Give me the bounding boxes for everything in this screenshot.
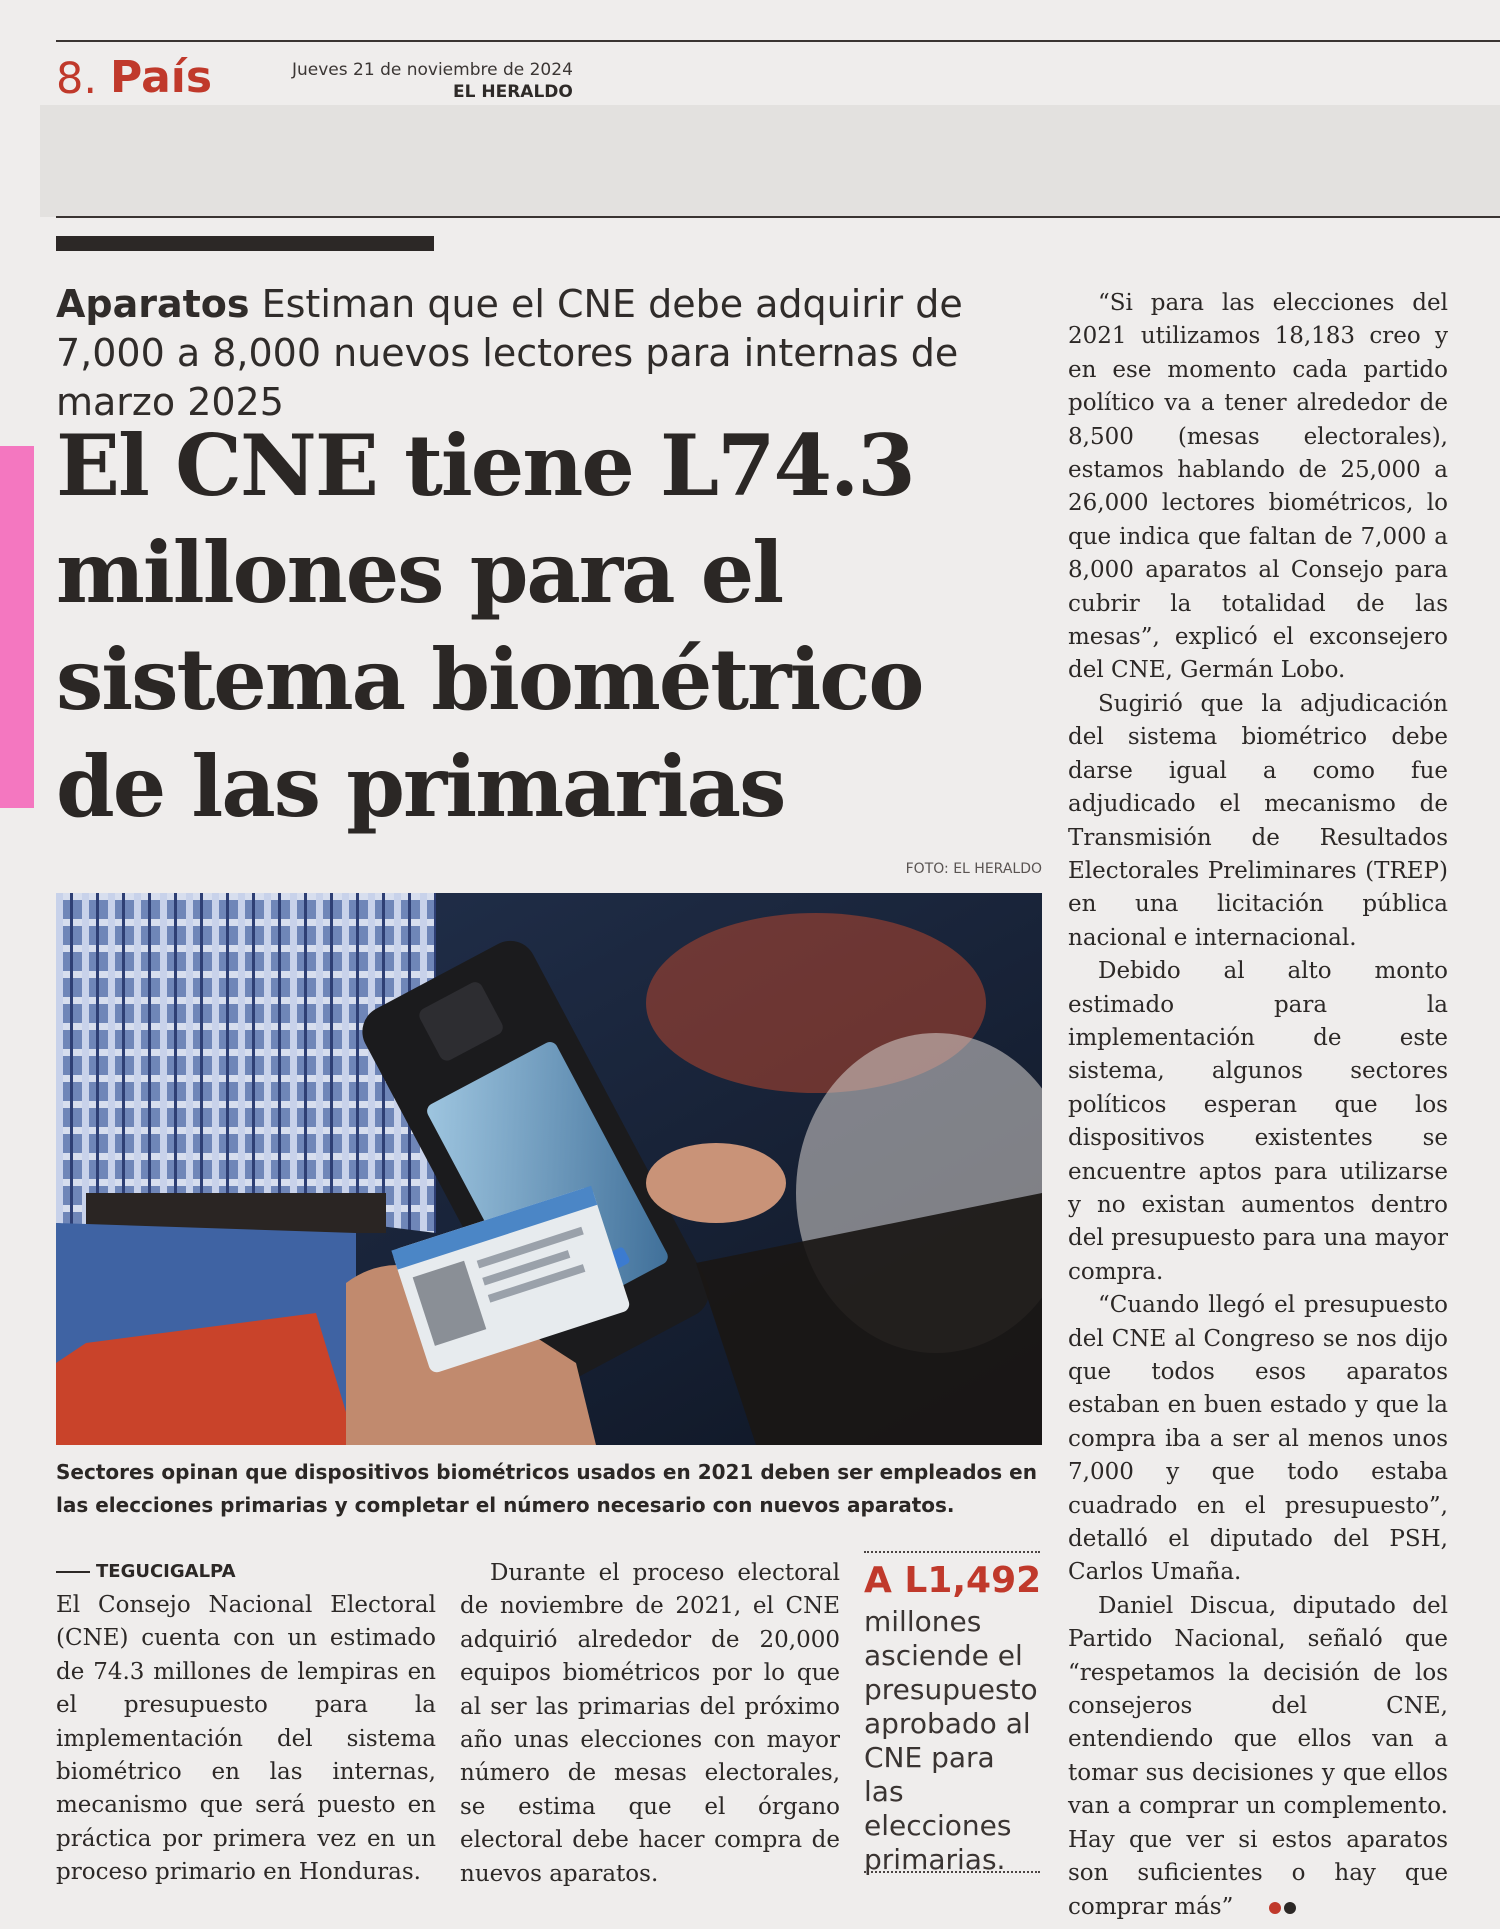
kicker-bar: [56, 236, 434, 251]
body-paragraph: Sugirió que la adjudicación del sistema biométrico debe darse igual a como fue adjudicado el mecanismo de Transmisión de Resultados Electorales Preliminares (TREP) en una licitación pública nacional e internacional.: [1068, 690, 1448, 951]
section-title: País: [110, 52, 213, 103]
photo-caption: Sectores opinan que dispositivos biométricos usados en 2021 deben ser empleados en las elecciones primarias y completar el número necesario con nuevos aparatos.: [56, 1460, 1037, 1517]
fact-figure: A L1,492: [864, 1560, 1042, 1601]
end-dots-icon: [1239, 1891, 1299, 1924]
section-rule: [56, 216, 1500, 218]
body-paragraph: Debido al alto monto estimado para la implementación de este sistema, algunos sectores políticos esperan que los dispositivos existentes se encuentre aptos para utilizarse y no existan aumentos dentro del presupuesto para una mayor compra.: [1068, 958, 1448, 1285]
body-paragraph: Durante el proceso electoral de noviembre de 2021, el CNE adquirió alrededor de 20,000 equipos biométricos por lo que al ser las primarias del próximo año unas elecciones con mayor número de mesas electorales, se estima que el órgano electoral debe hacer compra de nuevos aparatos.: [460, 1560, 840, 1887]
body-column-2: [460, 1557, 840, 1891]
dateline: TEGUCIGALPA: [56, 1561, 236, 1583]
highlighter-mark: [0, 446, 34, 808]
newspaper-name: EL HERALDO: [453, 82, 573, 102]
kicker-label: Aparatos: [56, 282, 250, 326]
photo-illustration: [56, 893, 1042, 1445]
article-photo: [56, 893, 1042, 1445]
kicker: [56, 280, 1026, 427]
fact-text: millones asciende el presupuesto aprobado al CNE para las elecciones primarias.: [864, 1605, 1038, 1876]
kicker-text: Estiman que el CNE debe adquirir de 7,000 a 8,000 nuevos lectores para internas de marzo 2025: [56, 282, 963, 424]
body-paragraph: El Consejo Nacional Electoral (CNE) cuenta con un estimado de 74.3 millones de lempiras en el presupuesto para la implementación del sistema biométrico en las internas, mecanismo que será puesto en práctica por primera vez en un proceso primario en Honduras.: [56, 1592, 436, 1886]
fact-box: [864, 1551, 1042, 1876]
body-paragraph: “Cuando llegó el presupuesto del CNE al Congreso se nos dijo que todos esos aparatos estaban en buen estado y que la compra iba a ser al menos unos 7,000 y que todo estaba cuadrado en el presupuesto”, detalló el diputado del PSH, Carlos Umaña.: [1068, 1292, 1448, 1586]
final-paragraph-text: Daniel Discua, diputado del Partido Nacional, señaló que “respetamos la decisión de los consejeros del CNE, entendiendo que ellos van a tomar sus decisiones y que ellos van a comprar un complemento. Hay que ver si estos aparatos son suficientes o hay que comprar más”: [1068, 1592, 1448, 1920]
body-paragraph: “Si para las elecciones del 2021 utilizamos 18,183 creo y en ese momento cada partido político va a tener alrededor de 8,500 (mesas electorales), estamos hablando de 25,000 a 26,000 lectores biométricos, lo que indica que faltan de 7,000 a 8,000 aparatos al Consejo para cubrir la totalidad de las mesas”, explicó el exconsejero del CNE, Germán Lobo.: [1068, 290, 1448, 684]
page-number: 8.: [56, 54, 98, 104]
body-paragraph-final: [1068, 1590, 1448, 1924]
photo-credit: FOTO: EL HERALDO: [905, 861, 1042, 877]
background-bleed: [40, 105, 1500, 217]
issue-date: Jueves 21 de noviembre de 2024: [292, 60, 573, 80]
header-rule: [56, 40, 1500, 42]
headline: El CNE tiene L74.3 millones para el sistema biométrico de las primarias: [56, 416, 923, 836]
body-column-1: [56, 1589, 436, 1890]
body-column-4: [1068, 287, 1448, 1924]
